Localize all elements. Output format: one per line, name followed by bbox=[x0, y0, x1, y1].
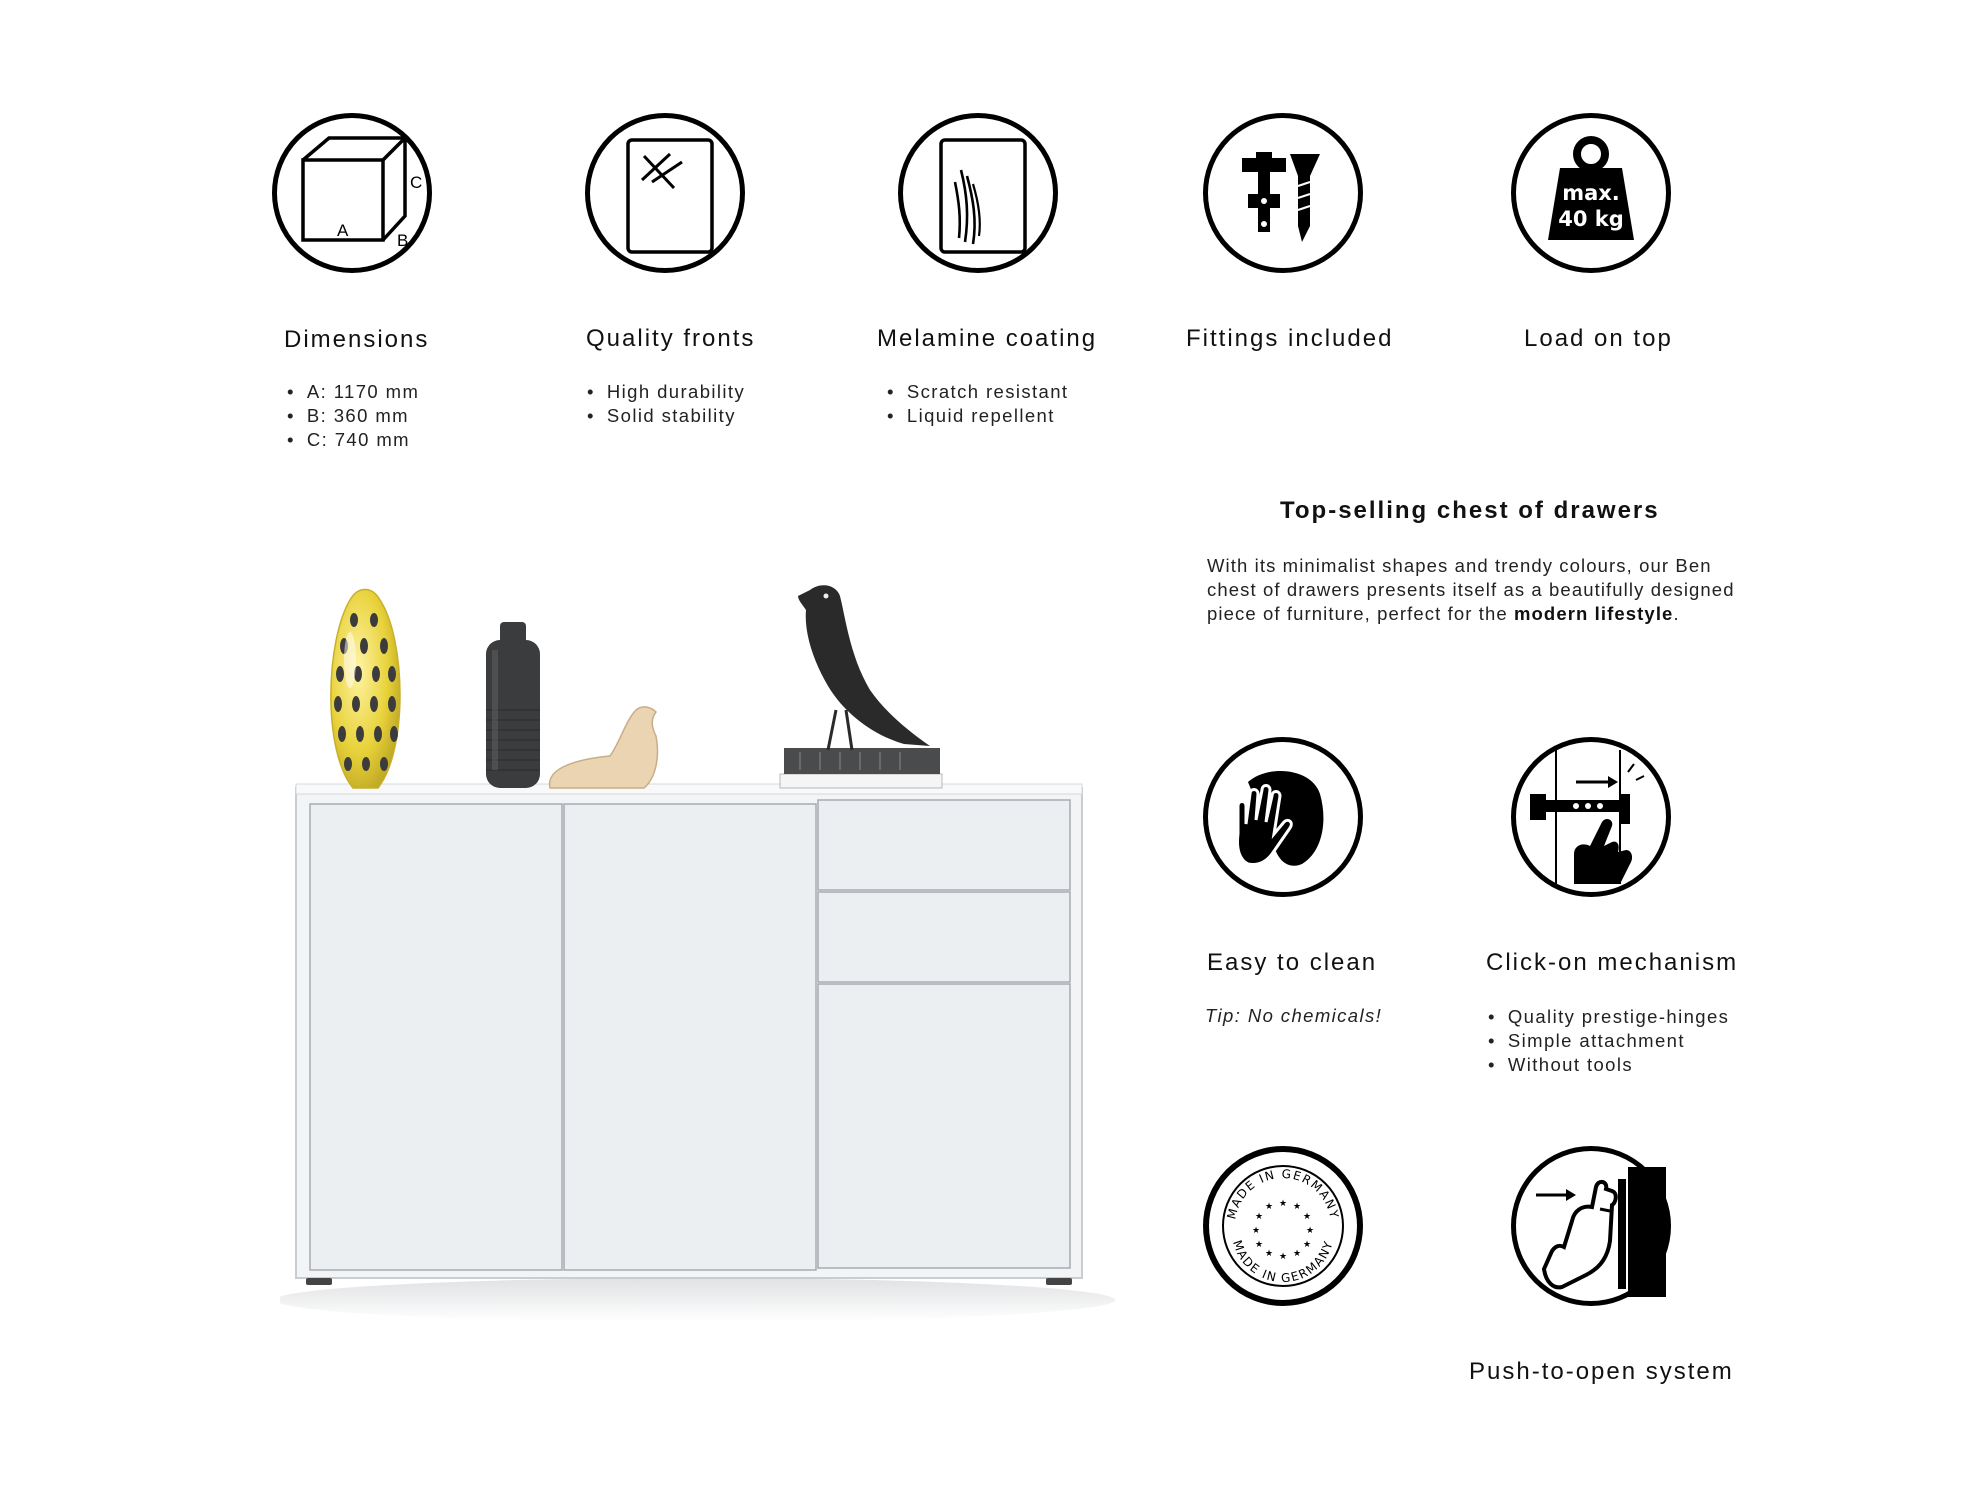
dark-bottle bbox=[486, 622, 540, 788]
book-stack bbox=[780, 748, 942, 788]
list-item: • A: 1170 mm bbox=[287, 380, 419, 404]
cabinet-door-left bbox=[310, 804, 562, 1270]
front-panel-icon bbox=[585, 113, 745, 273]
box-dimensions-icon bbox=[272, 113, 432, 273]
made-in-germany-seal-icon bbox=[1203, 1146, 1363, 1306]
list-item: • C: 740 mm bbox=[287, 428, 419, 452]
cabinet-drawer-middle bbox=[818, 892, 1070, 982]
description-text-end: . bbox=[1673, 603, 1680, 624]
push-hand-icon bbox=[1511, 1146, 1671, 1306]
cabinet-shadow bbox=[280, 1278, 1115, 1322]
hinge-screw-icon bbox=[1203, 113, 1363, 273]
svg-text:★: ★ bbox=[1264, 1202, 1274, 1212]
list-item: • Scratch resistant bbox=[887, 380, 1068, 404]
product-image bbox=[280, 560, 1130, 1340]
svg-text:MADE IN GERMANY bbox=[1224, 1167, 1341, 1221]
description-text bbox=[1207, 554, 1767, 626]
svg-text:★: ★ bbox=[1292, 1249, 1302, 1259]
svg-text:★: ★ bbox=[1305, 1226, 1315, 1236]
clean-title: Easy to clean bbox=[1207, 949, 1378, 976]
list-item: • Liquid repellent bbox=[887, 404, 1068, 428]
yellow-vase bbox=[331, 590, 400, 789]
list-item: • Solid stability bbox=[587, 404, 745, 428]
list-item: • Simple attachment bbox=[1488, 1029, 1729, 1053]
load-title: Load on top bbox=[1524, 325, 1673, 352]
svg-text:★: ★ bbox=[1251, 1226, 1261, 1236]
dim-label-b: B bbox=[397, 231, 409, 250]
click-on-title: Click-on mechanism bbox=[1486, 949, 1739, 976]
svg-text:★: ★ bbox=[1264, 1249, 1274, 1259]
weight-icon bbox=[1511, 113, 1671, 273]
cabinet-foot-left bbox=[306, 1278, 332, 1285]
clean-tip: Tip: No chemicals! bbox=[1205, 1005, 1383, 1026]
svg-text:★: ★ bbox=[1278, 1199, 1288, 1209]
seal-text-top: MADE IN GERMANY bbox=[1224, 1166, 1342, 1221]
cabinet-door-middle bbox=[564, 804, 816, 1270]
click-hinge-icon bbox=[1511, 737, 1671, 897]
dimensions-list bbox=[287, 380, 419, 452]
list-item: • Without tools bbox=[1488, 1053, 1729, 1077]
wooden-bird bbox=[550, 707, 658, 788]
wipe-hand-icon bbox=[1203, 737, 1363, 897]
description-text-start: With its minimalist shapes and trendy colours, our Ben chest of drawers presents itself as a beautifully designed piece of furniture, perfect for the bbox=[1207, 555, 1735, 624]
list-item: • Quality prestige-hinges bbox=[1488, 1005, 1729, 1029]
scratch-panel-icon bbox=[898, 113, 1058, 273]
svg-text:★: ★ bbox=[1254, 1212, 1264, 1222]
svg-text:★: ★ bbox=[1302, 1212, 1312, 1222]
cabinet-top bbox=[296, 784, 1082, 794]
quality-fronts-list bbox=[587, 380, 745, 428]
dimensions-title: Dimensions bbox=[284, 326, 430, 353]
weight-line2: 40 kg bbox=[1558, 207, 1624, 231]
cabinet-drawer-top bbox=[818, 800, 1070, 890]
svg-text:★: ★ bbox=[1292, 1202, 1302, 1212]
fittings-title: Fittings included bbox=[1186, 325, 1394, 352]
dim-label-a: A bbox=[337, 221, 349, 240]
svg-text:★: ★ bbox=[1254, 1240, 1264, 1250]
list-item: • B: 360 mm bbox=[287, 404, 419, 428]
seal-text-bottom: MADE IN GERMANY bbox=[1229, 1238, 1336, 1286]
quality-fronts-title: Quality fronts bbox=[586, 325, 756, 352]
dark-bird bbox=[798, 585, 930, 750]
svg-text:★: ★ bbox=[1278, 1252, 1288, 1262]
list-item: • High durability bbox=[587, 380, 745, 404]
description-headline: Top-selling chest of drawers bbox=[1280, 497, 1660, 524]
cabinet-foot-right bbox=[1046, 1278, 1072, 1285]
weight-line1: max. bbox=[1562, 181, 1620, 205]
click-on-list bbox=[1488, 1005, 1729, 1077]
dim-label-c: C bbox=[410, 173, 423, 192]
melamine-title: Melamine coating bbox=[877, 325, 1098, 352]
melamine-list bbox=[887, 380, 1068, 428]
description-bold: modern lifestyle bbox=[1513, 603, 1674, 624]
cabinet-door-right bbox=[818, 984, 1070, 1268]
push-to-open-title: Push-to-open system bbox=[1469, 1358, 1734, 1385]
svg-text:★: ★ bbox=[1302, 1240, 1312, 1250]
